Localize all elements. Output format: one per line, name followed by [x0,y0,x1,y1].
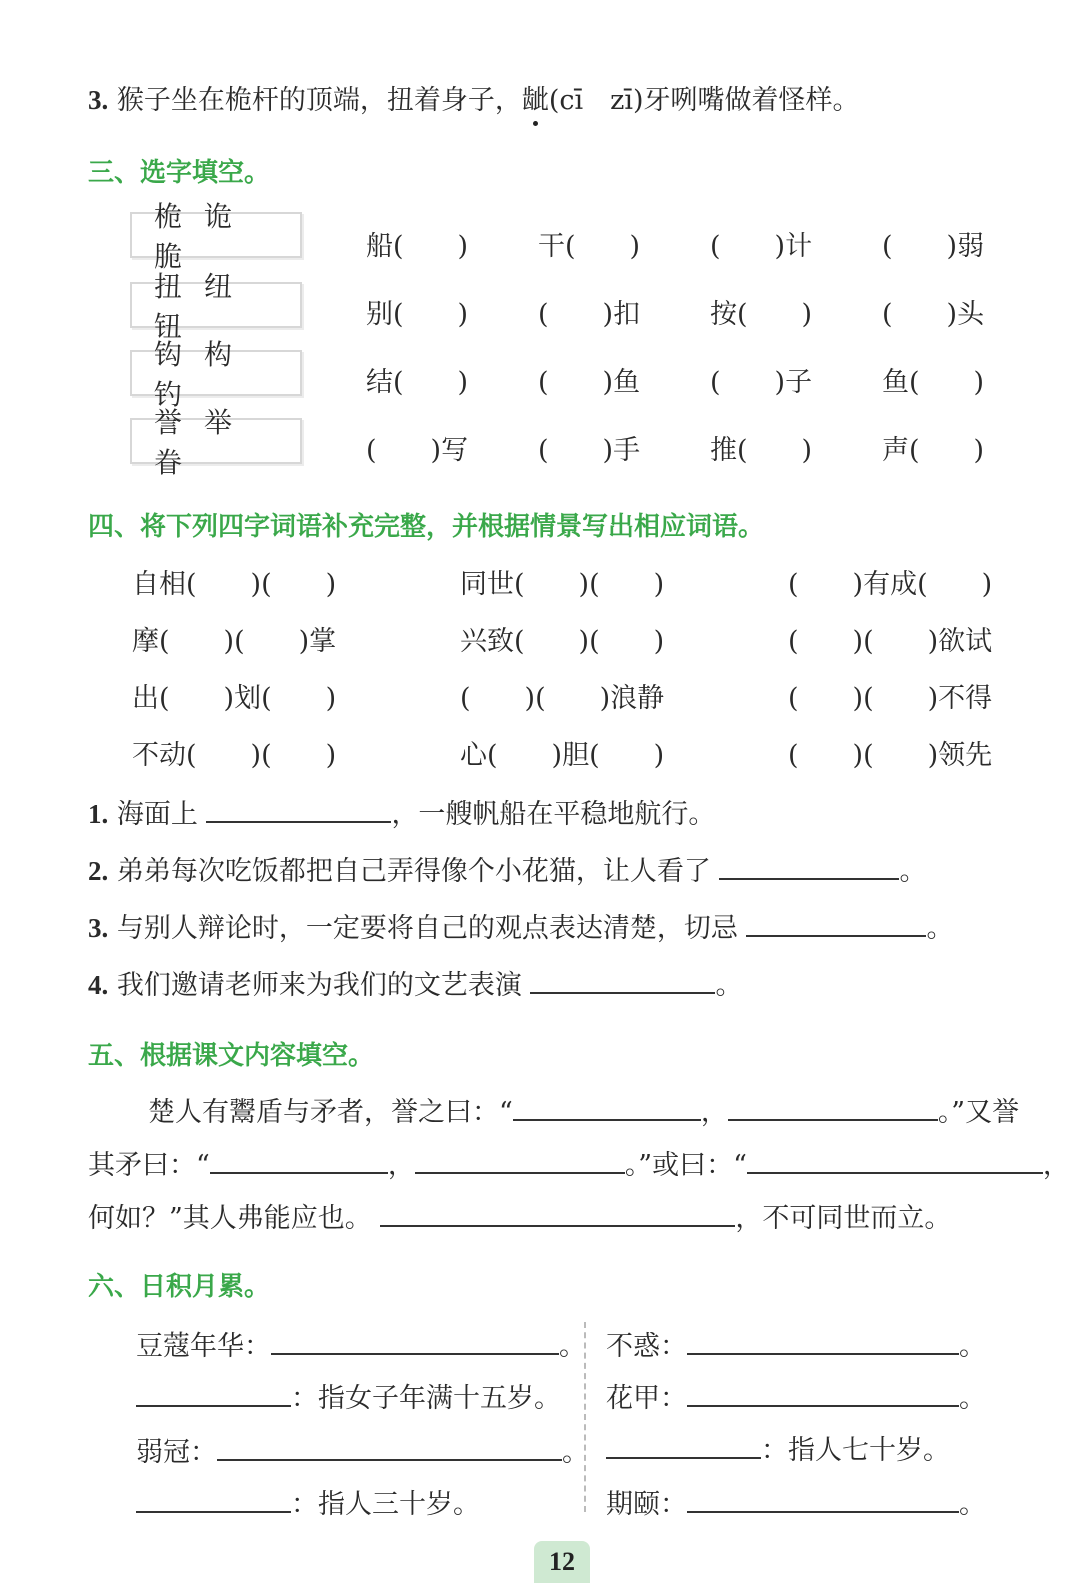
accumulation-right-3: ：指人七十岁。 [606,1428,950,1467]
scenario-question-3: 3. 与别人辩论时，一定要将自己的观点表达清楚，切忌 。 [88,913,954,944]
idiom-item[interactable]: ( )( )浪静 [460,683,665,714]
fill-item[interactable]: 鱼( ) [882,367,985,398]
answer-blank[interactable] [728,1097,938,1121]
fill-item[interactable]: 推( ) [710,435,813,466]
fill-item[interactable]: ( )子 [710,367,813,398]
accumulation-left-2: ：指女子年满十五岁。 [136,1376,561,1415]
answer-blank[interactable] [513,1097,701,1121]
answer-blank[interactable] [136,1383,291,1407]
idiom-item[interactable]: 自相( )( ) [132,569,337,600]
accumulation-right-2: 花甲： 。 [606,1383,986,1414]
accumulation-left-1: 豆蔻年华： 。 [136,1331,586,1362]
dotted-char: 龇 [521,85,549,116]
fill-row-2 [366,292,1016,331]
fill-row-3 [366,360,1016,399]
fill-item[interactable]: ( )扣 [538,299,641,330]
idiom-row-4 [132,733,1032,772]
accumulation-left-3: 弱冠： 。 [136,1437,589,1468]
fill-row-4 [366,428,1016,467]
idiom-item[interactable]: ( )( )欲试 [788,626,993,657]
scenario-question-1: 1. 海面上 ，一艘帆船在平稳地航行。 [88,799,716,830]
idiom-row-1 [132,562,1032,601]
idiom-item[interactable]: 同世( )( ) [460,569,665,600]
question-number: 3. [88,85,109,115]
idiom-row-3 [132,676,1032,715]
idiom-item[interactable]: 摩( )( )掌 [132,626,337,657]
fill-item[interactable]: 结( ) [366,367,469,398]
answer-blank[interactable] [217,1437,562,1461]
idiom-item[interactable]: 不动( )( ) [132,740,337,771]
accumulation-right-4: 期颐： 。 [606,1489,986,1520]
idiom-row-2 [132,619,1032,658]
accumulation-left-4: ：指人三十岁。 [136,1482,480,1521]
char-group-1: 桅诡脆 [130,212,302,258]
idiom-item[interactable]: 心( )胆( ) [460,740,665,771]
fill-item[interactable]: 别( ) [366,299,469,330]
fill-row-1 [366,224,1016,263]
fill-item[interactable]: ( )手 [538,435,641,466]
fill-item[interactable]: ( )弱 [882,231,985,262]
char-group-2: 扭纽钮 [130,282,302,328]
idiom-item[interactable]: 兴致( )( ) [460,626,665,657]
section-3-title: 三、选字填空。 [88,158,271,188]
answer-blank[interactable] [746,913,926,937]
question-3-line [88,78,860,117]
fill-item[interactable]: ( )头 [882,299,985,330]
section-5-title: 五、根据课文内容填空。 [88,1041,375,1071]
fill-item[interactable]: ( )鱼 [538,367,641,398]
passage-line-1: 楚人有鬻盾与矛者，誉之曰：“ ， 。”又誉 [148,1097,1020,1128]
answer-blank[interactable] [719,856,899,880]
fill-item[interactable]: ( )写 [366,435,469,466]
idiom-item[interactable]: ( )( )不得 [788,683,993,714]
answer-blank[interactable] [210,1150,388,1174]
answer-blank[interactable] [747,1150,1043,1174]
fill-item[interactable]: 按( ) [710,299,813,330]
answer-blank[interactable] [380,1203,735,1227]
fill-item[interactable]: 船( ) [366,231,469,262]
answer-blank[interactable] [687,1383,959,1407]
question-text: 猴子坐在桅杆的顶端，扭着身子， [116,85,522,116]
scenario-question-2: 2. 弟弟每次吃饭都把自己弄得像个小花猫，让人看了 。 [88,856,927,887]
pinyin-choice: (cī zī)牙咧嘴做着怪样。 [548,85,860,116]
answer-blank[interactable] [687,1331,959,1355]
fill-item[interactable]: ( )计 [710,231,813,262]
answer-blank[interactable] [271,1331,559,1355]
answer-blank[interactable] [206,799,391,823]
passage-line-2: 其矛曰：“ ， 。”或曰：“ ， [88,1150,1070,1181]
fill-item[interactable]: 声( ) [882,435,985,466]
idiom-item[interactable]: ( )有成( ) [788,569,993,600]
scenario-question-4: 4. 我们邀请老师来为我们的文艺表演 。 [88,970,743,1001]
answer-blank[interactable] [606,1435,761,1459]
idiom-item[interactable]: 出( )划( ) [132,683,337,714]
fill-item[interactable]: 干( ) [538,231,641,262]
passage-line-3: 何如？”其人弗能应也。 ，不可同世而立。 [88,1203,952,1234]
answer-blank[interactable] [530,970,715,994]
idiom-item[interactable]: ( )( )领先 [788,740,993,771]
accumulation-right-1: 不惑： 。 [606,1331,986,1362]
char-group-4: 誉举眷 [130,418,302,464]
answer-blank[interactable] [415,1150,625,1174]
page-number: 12 [534,1541,590,1583]
answer-blank[interactable] [687,1489,959,1513]
answer-blank[interactable] [136,1489,291,1513]
section-4-title: 四、将下列四字词语补充完整，并根据情景写出相应词语。 [88,512,765,542]
section-6-title: 六、日积月累。 [88,1272,271,1302]
char-group-3: 钩构钓 [130,350,302,396]
